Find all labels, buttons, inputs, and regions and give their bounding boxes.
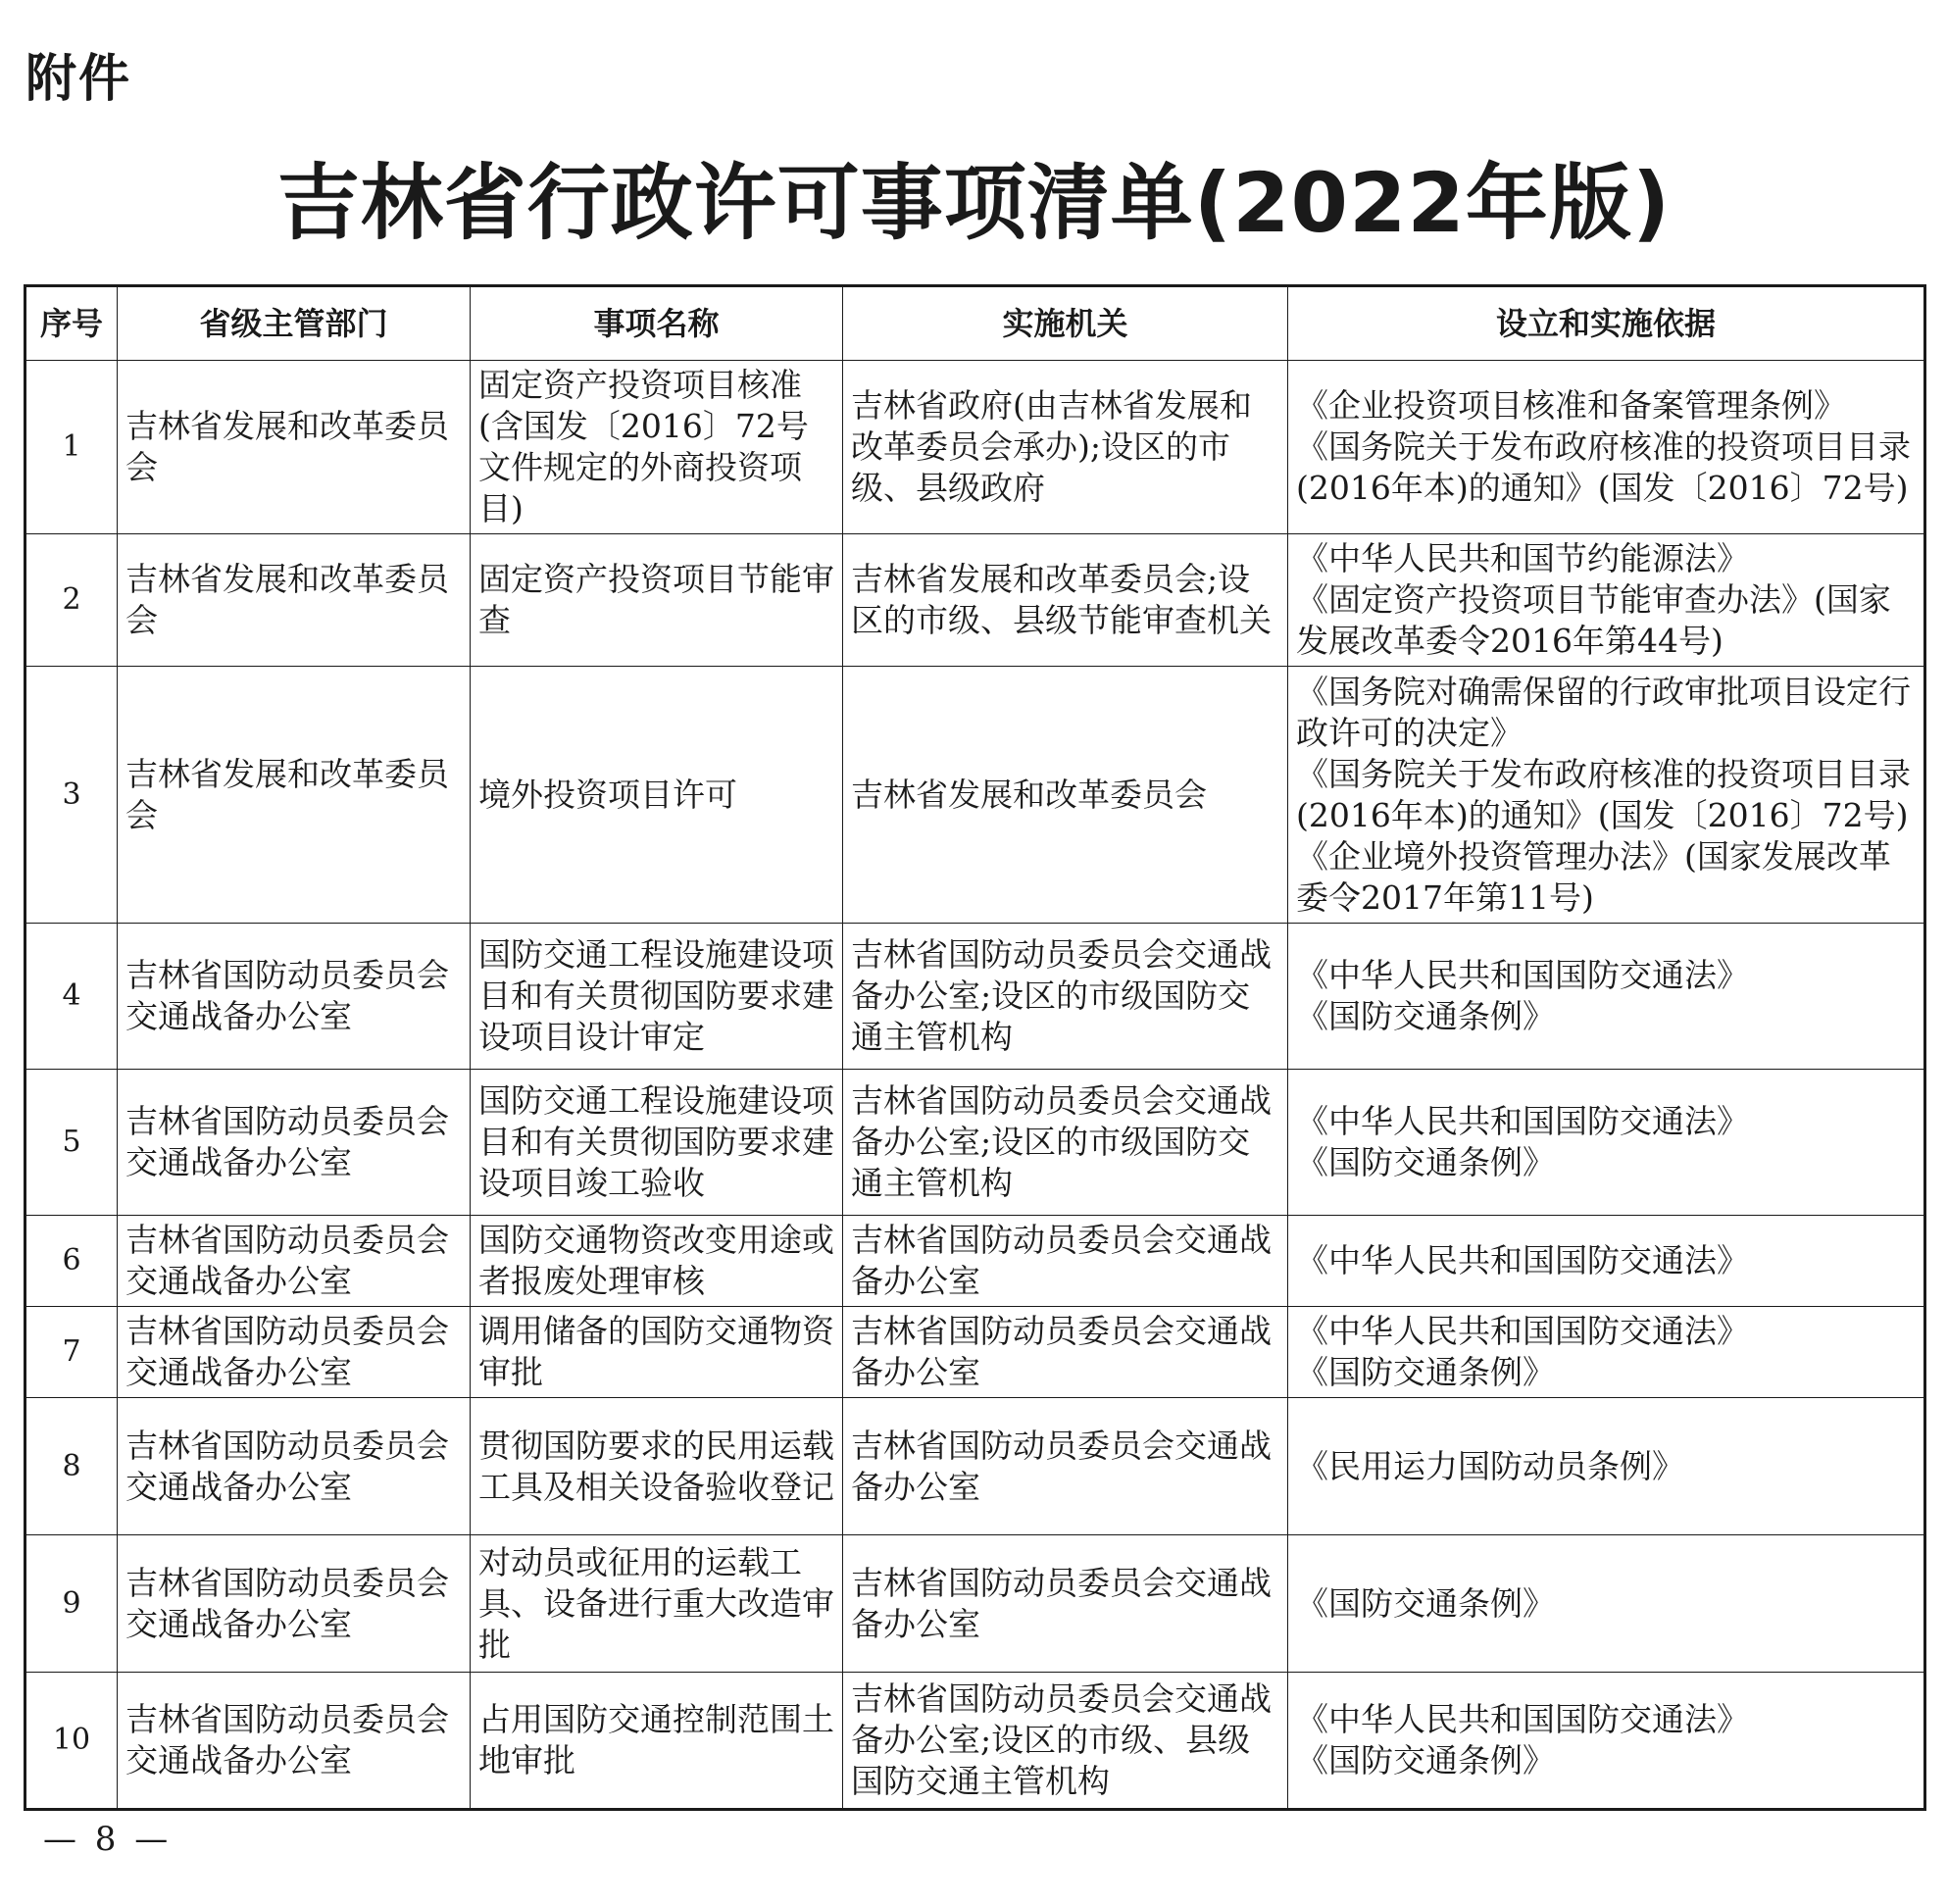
table-row (25, 361, 1925, 534)
basis-line: 《国防交通条例》 (1296, 997, 1555, 1035)
item-name-cell: 贯彻国防要求的民用运载工具及相关设备验收登记 (471, 1398, 843, 1535)
table-header-row (25, 286, 1925, 361)
agency-cell: 吉林省国防动员委员会交通战备办公室;设区的市级国防交通主管机构 (843, 1070, 1288, 1216)
basis-line: 《国防交通条例》 (1296, 1741, 1555, 1779)
department-cell: 吉林省国防动员委员会交通战备办公室 (118, 1070, 471, 1216)
basis-line: 《中华人民共和国国防交通法》 (1296, 1102, 1749, 1140)
basis-line: 《中华人民共和国节约能源法》 (1296, 539, 1749, 577)
basis-line: 《国务院对确需保留的行政审批项目设定行政许可的决定》 (1296, 672, 1911, 752)
legal-basis-cell (1288, 361, 1925, 534)
item-name-cell: 国防交通工程设施建设项目和有关贯彻国防要求建设项目竣工验收 (471, 1070, 843, 1216)
department-cell: 吉林省国防动员委员会交通战备办公室 (118, 924, 471, 1070)
basis-line: 《中华人民共和国国防交通法》 (1296, 956, 1749, 994)
agency-cell: 吉林省发展和改革委员会 (843, 667, 1288, 924)
item-name-cell: 固定资产投资项目节能审查 (471, 534, 843, 667)
department-cell: 吉林省国防动员委员会交通战备办公室 (118, 1673, 471, 1810)
basis-line: 《固定资产投资项目节能审查办法》(国家发展改革委令2016年第44号) (1296, 580, 1891, 660)
department-cell: 吉林省发展和改革委员会 (118, 534, 471, 667)
item-name-cell: 国防交通物资改变用途或者报废处理审核 (471, 1216, 843, 1307)
department-cell: 吉林省国防动员委员会交通战备办公室 (118, 1398, 471, 1535)
agency-cell: 吉林省国防动员委员会交通战备办公室 (843, 1307, 1288, 1398)
basis-line: 《国防交通条例》 (1296, 1583, 1555, 1623)
basis-line: 《中华人民共和国国防交通法》 (1296, 1241, 1749, 1279)
legal-basis-cell (1288, 667, 1925, 924)
agency-cell: 吉林省国防动员委员会交通战备办公室 (843, 1535, 1288, 1673)
legal-basis-cell (1288, 1070, 1925, 1216)
agency-cell: 吉林省国防动员委员会交通战备办公室;设区的市级国防交通主管机构 (843, 924, 1288, 1070)
table-row (25, 1307, 1925, 1398)
serial-no-cell: 1 (25, 361, 118, 534)
agency-cell: 吉林省国防动员委员会交通战备办公室;设区的市级、县级国防交通主管机构 (843, 1673, 1288, 1810)
serial-no-cell: 7 (25, 1307, 118, 1398)
agency-cell: 吉林省政府(由吉林省发展和改革委员会承办);设区的市级、县级政府 (843, 361, 1288, 534)
table-row (25, 1070, 1925, 1216)
basis-line: 《民用运力国防动员条例》 (1296, 1446, 1684, 1485)
serial-no-cell: 5 (25, 1070, 118, 1216)
department-cell: 吉林省发展和改革委员会 (118, 361, 471, 534)
basis-line: 《国务院关于发布政府核准的投资项目目录(2016年本)的通知》(国发〔2016〕72号) (1296, 754, 1911, 834)
table-row (25, 667, 1925, 924)
legal-basis-cell (1288, 1535, 1925, 1673)
basis-line: 《企业投资项目核准和备案管理条例》 (1296, 386, 1846, 425)
department-cell: 吉林省国防动员委员会交通战备办公室 (118, 1535, 471, 1673)
basis-line: 《企业境外投资管理办法》(国家发展改革委令2017年第11号) (1296, 836, 1891, 917)
legal-basis-cell (1288, 1216, 1925, 1307)
serial-no-cell: 3 (25, 667, 118, 924)
basis-line: 《中华人民共和国国防交通法》 (1296, 1312, 1749, 1350)
legal-basis-cell (1288, 924, 1925, 1070)
document-title: 吉林省行政许可事项清单(2022年版) (276, 155, 1672, 251)
header-department: 省级主管部门 (118, 286, 471, 361)
serial-no-cell: 2 (25, 534, 118, 667)
basis-line: 《国防交通条例》 (1296, 1143, 1555, 1181)
item-name-cell: 对动员或征用的运载工具、设备进行重大改造审批 (471, 1535, 843, 1673)
basis-line: 《国防交通条例》 (1296, 1353, 1555, 1391)
legal-basis-cell (1288, 534, 1925, 667)
legal-basis-cell (1288, 1673, 1925, 1810)
permit-items-table (24, 284, 1926, 1811)
table-row (25, 1398, 1925, 1535)
legal-basis-cell (1288, 1398, 1925, 1535)
header-legal-basis: 设立和实施依据 (1288, 286, 1925, 361)
department-cell: 吉林省国防动员委员会交通战备办公室 (118, 1216, 471, 1307)
item-name-cell: 固定资产投资项目核准(含国发〔2016〕72号文件规定的外商投资项目) (471, 361, 843, 534)
serial-no-cell: 9 (25, 1535, 118, 1673)
agency-cell: 吉林省发展和改革委员会;设区的市级、县级节能审查机关 (843, 534, 1288, 667)
page-number: — 8 — (43, 1820, 173, 1859)
basis-line: 《中华人民共和国国防交通法》 (1296, 1700, 1749, 1738)
header-item-name: 事项名称 (471, 286, 843, 361)
department-cell: 吉林省国防动员委员会交通战备办公室 (118, 1307, 471, 1398)
item-name-cell: 境外投资项目许可 (471, 667, 843, 924)
serial-no-cell: 10 (25, 1673, 118, 1810)
table-row (25, 1673, 1925, 1810)
item-name-cell: 调用储备的国防交通物资审批 (471, 1307, 843, 1398)
item-name-cell: 占用国防交通控制范围土地审批 (471, 1673, 843, 1810)
serial-no-cell: 4 (25, 924, 118, 1070)
item-name-cell: 国防交通工程设施建设项目和有关贯彻国防要求建设项目设计审定 (471, 924, 843, 1070)
header-serial-no: 序号 (25, 286, 118, 361)
table-row (25, 1216, 1925, 1307)
table-row (25, 924, 1925, 1070)
basis-line: 《国务院关于发布政府核准的投资项目目录(2016年本)的通知》(国发〔2016〕72号) (1296, 427, 1911, 507)
table-row (25, 534, 1925, 667)
agency-cell: 吉林省国防动员委员会交通战备办公室 (843, 1216, 1288, 1307)
department-cell: 吉林省发展和改革委员会 (118, 667, 471, 924)
agency-cell: 吉林省国防动员委员会交通战备办公室 (843, 1398, 1288, 1535)
serial-no-cell: 8 (25, 1398, 118, 1535)
legal-basis-cell (1288, 1307, 1925, 1398)
serial-no-cell: 6 (25, 1216, 118, 1307)
table-row (25, 1535, 1925, 1673)
header-agency: 实施机关 (843, 286, 1288, 361)
attachment-label: 附件 (25, 50, 132, 109)
